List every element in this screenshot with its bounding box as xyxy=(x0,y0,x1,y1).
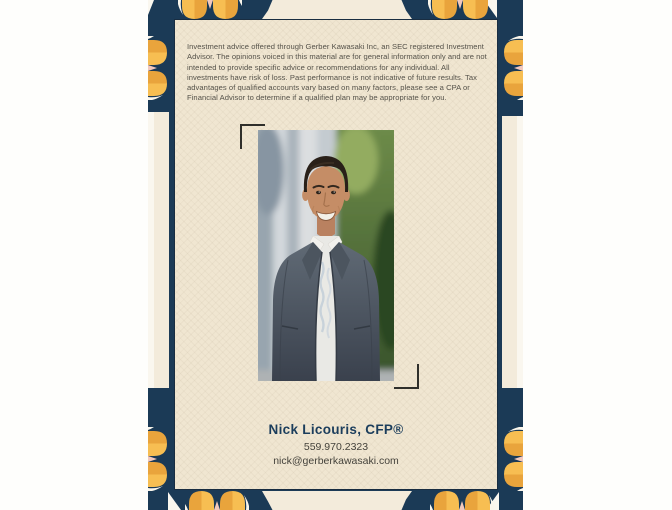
portrait-photo xyxy=(258,130,394,381)
leaf-ornament-icon xyxy=(504,427,523,491)
corner-wedge-bottom-left xyxy=(168,492,181,510)
border-white-strip-right xyxy=(517,116,523,388)
leaf-ornament-icon xyxy=(178,0,242,19)
corner-wedge-top-left xyxy=(148,0,154,15)
leaf-ornament-icon xyxy=(148,36,167,100)
flyer-card xyxy=(148,0,523,510)
leaf-ornament-icon xyxy=(430,491,494,510)
content-panel xyxy=(175,20,497,489)
vase-ornament-top xyxy=(262,0,412,19)
leaf-ornament-icon xyxy=(428,0,492,19)
photo-frame-bracket-bottom-right xyxy=(394,364,419,389)
leaf-ornament-icon xyxy=(504,36,523,100)
border-cream-strip-right xyxy=(502,116,517,388)
vase-ornament-bottom xyxy=(262,491,412,510)
leaf-ornament-icon xyxy=(148,427,167,491)
leaf-ornament-icon xyxy=(185,491,249,510)
border-cream-strip-left xyxy=(154,112,169,388)
disclaimer-text: Investment advice offered through Gerber Kawasaki Inc, an SEC registered Investment Advisor. The opinions voiced in this material are for general information only and are not intended to provide specific advice or recommendations for any individual. All investments have risk of loss. Past performance is not indicative of future results. Tax advantages of qualified accounts vary based on many factors, please see a CPA or Financial Advisor to determine if a qualified plan may be appropriate for you. xyxy=(187,42,487,103)
contact-block xyxy=(175,422,497,467)
advisor-email: nick@gerberkawasaki.com xyxy=(273,455,399,467)
advisor-name: Nick Licouris, CFP® xyxy=(268,422,404,437)
advisor-phone: 559.970.2323 xyxy=(303,441,369,453)
